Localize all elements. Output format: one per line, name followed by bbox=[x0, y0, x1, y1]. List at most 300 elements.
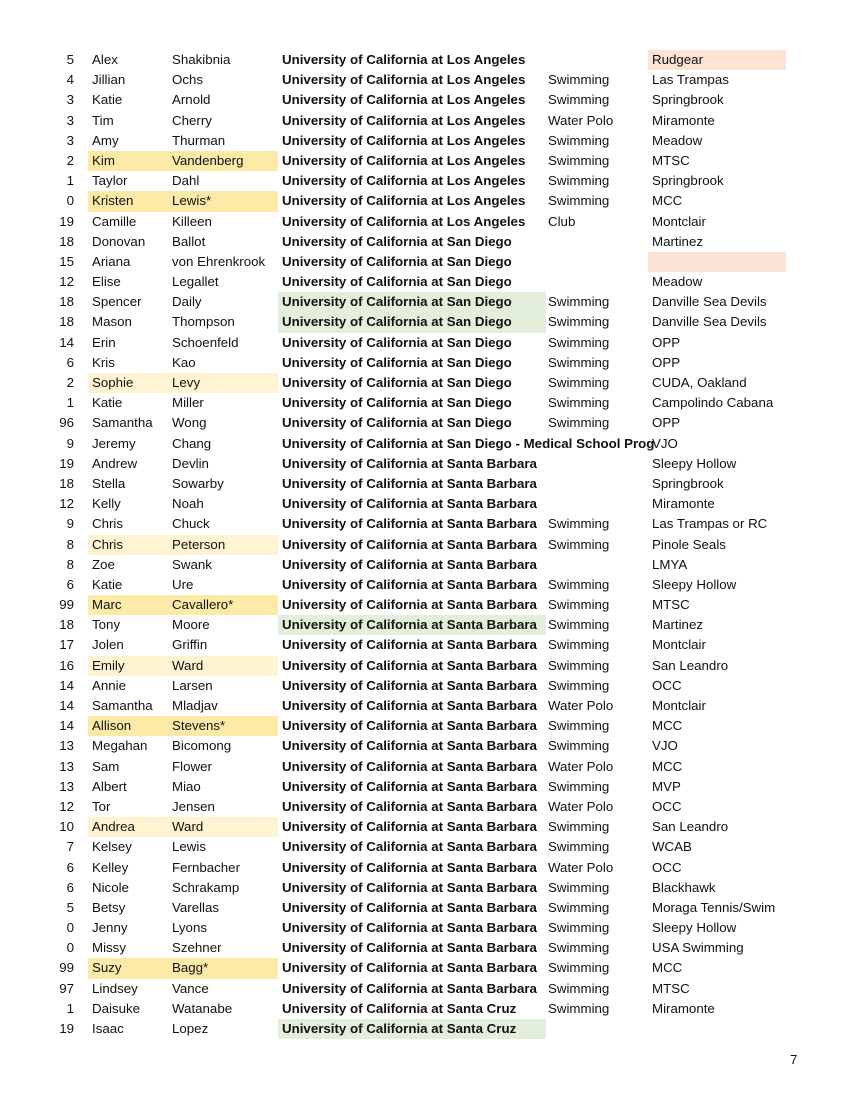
school-cell: University of California at Santa Barbara bbox=[282, 940, 537, 956]
table-row bbox=[50, 999, 790, 1019]
team-cell bbox=[648, 1019, 786, 1039]
first-name-cell: Alex bbox=[92, 52, 118, 67]
school-cell: University of California at Los Angeles bbox=[282, 152, 526, 168]
sport-cell: Swimming bbox=[548, 334, 610, 350]
last-name-cell: Miller bbox=[172, 395, 204, 411]
first-name-cell: Betsy bbox=[92, 899, 126, 915]
last-name-cell: Mladjav bbox=[172, 698, 218, 713]
last-name-cell: Miao bbox=[172, 778, 201, 794]
school-cell: University of California at Los Angeles bbox=[282, 52, 526, 67]
class-year-cell: 99 bbox=[59, 960, 74, 976]
first-name-cell: Kim bbox=[88, 151, 168, 171]
school-cell: University of California at San Diego bbox=[278, 292, 546, 312]
class-year-cell: 6 bbox=[66, 879, 74, 895]
team-cell: Springbrook bbox=[652, 475, 724, 491]
table-row bbox=[50, 333, 790, 353]
last-name-cell: Schoenfeld bbox=[172, 334, 239, 350]
class-year-cell: 12 bbox=[59, 798, 74, 814]
class-year-cell: 8 bbox=[66, 556, 74, 572]
first-name-cell: Katie bbox=[92, 576, 123, 592]
last-name-cell: Noah bbox=[172, 496, 204, 512]
first-name-cell: Katie bbox=[92, 395, 123, 411]
school-cell: University of California at Santa Barbara bbox=[282, 496, 537, 512]
class-year-cell: 18 bbox=[59, 314, 74, 330]
sport-cell: Swimming bbox=[548, 778, 610, 794]
team-cell: MTSC bbox=[652, 152, 690, 168]
sport-cell: Swimming bbox=[548, 738, 610, 754]
first-name-cell: Erin bbox=[92, 334, 116, 350]
first-name-cell: Andrea bbox=[88, 817, 168, 837]
team-cell: Springbrook bbox=[652, 173, 724, 189]
school-cell: University of California at San Diego bbox=[282, 233, 512, 249]
last-name-cell: Vance bbox=[172, 980, 209, 996]
sport-cell: Water Polo bbox=[548, 758, 614, 774]
sport-cell bbox=[544, 494, 648, 514]
last-name-cell: Sowarby bbox=[172, 475, 224, 491]
class-year-cell: 3 bbox=[66, 92, 74, 108]
table-row bbox=[50, 837, 790, 857]
sport-cell: Swimming bbox=[548, 92, 610, 108]
table-row bbox=[50, 514, 790, 534]
first-name-cell: Kristen bbox=[88, 191, 168, 211]
last-name-cell: Wong bbox=[172, 415, 207, 431]
sport-cell: Swimming bbox=[548, 375, 610, 390]
class-year-cell: 19 bbox=[59, 213, 74, 229]
table-row bbox=[50, 70, 790, 90]
school-cell: University of California at Santa Barbara bbox=[282, 597, 537, 613]
sport-cell bbox=[544, 1019, 648, 1039]
table-row bbox=[50, 353, 790, 373]
team-cell: OPP bbox=[652, 415, 681, 431]
team-cell: Montclair bbox=[652, 698, 706, 713]
first-name-cell: Albert bbox=[92, 778, 127, 794]
last-name-cell: Ward bbox=[168, 656, 278, 676]
school-cell: University of California at San Diego bbox=[278, 312, 546, 332]
last-name-cell: Thompson bbox=[172, 314, 235, 330]
sport-cell: Water Polo bbox=[548, 798, 614, 814]
table-row bbox=[50, 393, 790, 413]
school-cell: University of California at Santa Barbara bbox=[282, 556, 537, 572]
team-cell: Pinole Seals bbox=[652, 536, 726, 552]
first-name-cell: Andrew bbox=[92, 455, 138, 471]
sport-cell: Swimming bbox=[548, 657, 610, 673]
table-row bbox=[50, 131, 790, 151]
team-cell: Rudgear bbox=[648, 50, 786, 70]
table-row bbox=[50, 474, 790, 494]
first-name-cell: Tor bbox=[92, 798, 111, 814]
class-year-cell: 14 bbox=[59, 698, 74, 713]
first-name-cell: Donovan bbox=[92, 233, 146, 249]
first-name-cell: Missy bbox=[92, 940, 126, 956]
sport-cell: Swimming bbox=[548, 1000, 610, 1016]
team-cell: MCC bbox=[652, 193, 683, 209]
team-cell: Las Trampas or RC bbox=[652, 516, 768, 532]
sport-cell: Swimming bbox=[548, 637, 610, 653]
sport-cell: Swimming bbox=[548, 597, 610, 613]
table-row bbox=[50, 878, 790, 898]
sport-cell: Swimming bbox=[548, 294, 610, 310]
class-year-cell: 19 bbox=[59, 1021, 74, 1036]
team-cell: OPP bbox=[652, 354, 681, 370]
class-year-cell: 1 bbox=[66, 1000, 74, 1016]
team-cell: Martinez bbox=[652, 617, 703, 633]
last-name-cell: Schrakamp bbox=[172, 879, 240, 895]
last-name-cell: Flower bbox=[172, 758, 212, 774]
first-name-cell: Chris bbox=[88, 535, 168, 555]
last-name-cell: Jensen bbox=[172, 798, 215, 814]
first-name-cell: Annie bbox=[92, 677, 127, 693]
table-row bbox=[50, 454, 790, 474]
table-row bbox=[50, 50, 790, 70]
first-name-cell: Taylor bbox=[92, 173, 128, 189]
first-name-cell: Tim bbox=[92, 112, 114, 128]
first-name-cell: Samantha bbox=[92, 415, 153, 431]
table-row bbox=[50, 595, 790, 615]
team-cell: Montclair bbox=[652, 637, 706, 653]
last-name-cell: Lewis bbox=[172, 839, 206, 855]
sport-cell: Swimming bbox=[548, 879, 610, 895]
team-cell: Danville Sea Devils bbox=[652, 314, 767, 330]
school-cell: University of California at Santa Barbara bbox=[282, 475, 537, 491]
table-row bbox=[50, 373, 790, 393]
team-cell: Sleepy Hollow bbox=[652, 455, 737, 471]
sport-cell: Swimming bbox=[548, 72, 610, 88]
sport-cell bbox=[544, 272, 648, 292]
table-row bbox=[50, 676, 790, 696]
sport-cell: Swimming bbox=[548, 354, 610, 370]
class-year-cell: 9 bbox=[66, 516, 74, 532]
first-name-cell: Suzy bbox=[88, 958, 168, 978]
sport-cell: Swimming bbox=[548, 677, 610, 693]
first-name-cell: Kelsey bbox=[92, 839, 132, 855]
table-row bbox=[50, 413, 790, 433]
class-year-cell: 13 bbox=[59, 778, 74, 794]
table-row bbox=[50, 716, 790, 736]
last-name-cell: Devlin bbox=[172, 455, 209, 471]
school-cell: University of California at Santa Barbara bbox=[282, 879, 537, 895]
class-year-cell: 17 bbox=[59, 637, 74, 653]
team-cell: Sleepy Hollow bbox=[652, 576, 737, 592]
school-cell: University of California at Santa Barbara bbox=[282, 839, 537, 855]
school-cell: University of California at Santa Barbara bbox=[282, 718, 537, 734]
sport-cell: Swimming bbox=[548, 173, 610, 189]
class-year-cell: 97 bbox=[59, 980, 74, 996]
sport-cell: Swimming bbox=[548, 314, 610, 330]
school-cell: University of California at Santa Barbara bbox=[282, 798, 537, 814]
last-name-cell: Cavallero* bbox=[168, 595, 278, 615]
sport-cell bbox=[544, 555, 648, 575]
class-year-cell: 3 bbox=[66, 132, 74, 148]
school-cell: University of California at Santa Barbara bbox=[282, 899, 537, 915]
first-name-cell: Kelley bbox=[92, 859, 129, 875]
team-cell: MTSC bbox=[652, 597, 690, 613]
school-cell: University of California at Santa Barbara bbox=[282, 657, 537, 673]
first-name-cell: Kris bbox=[92, 354, 115, 370]
table-row bbox=[50, 757, 790, 777]
first-name-cell: Jeremy bbox=[92, 435, 136, 451]
table-row bbox=[50, 151, 790, 171]
class-year-cell: 7 bbox=[66, 839, 74, 855]
sport-cell: Water Polo bbox=[548, 698, 614, 713]
sport-cell bbox=[544, 454, 648, 474]
first-name-cell: Sophie bbox=[88, 373, 168, 393]
school-cell: University of California at Santa Barbara bbox=[282, 698, 537, 713]
school-cell: University of California at Santa Barbara bbox=[282, 677, 537, 693]
school-cell: University of California at Los Angeles bbox=[282, 213, 526, 229]
last-name-cell: Peterson bbox=[168, 535, 278, 555]
table-row bbox=[50, 898, 790, 918]
first-name-cell: Elise bbox=[92, 274, 121, 290]
first-name-cell: Ariana bbox=[92, 253, 131, 269]
last-name-cell: Kao bbox=[172, 354, 196, 370]
team-cell: San Leandro bbox=[652, 819, 729, 835]
table-row bbox=[50, 555, 790, 575]
table-row bbox=[50, 615, 790, 635]
team-cell: Danville Sea Devils bbox=[652, 294, 767, 310]
class-year-cell: 96 bbox=[59, 415, 74, 431]
table-row bbox=[50, 1019, 790, 1039]
sport-cell: Swimming bbox=[548, 536, 610, 552]
last-name-cell: Bicomong bbox=[172, 738, 232, 754]
team-cell: Moraga Tennis/Swim bbox=[652, 899, 776, 915]
last-name-cell: Moore bbox=[172, 617, 210, 633]
table-row bbox=[50, 575, 790, 595]
page-number: 7 bbox=[790, 1052, 798, 1067]
school-cell: University of California at Santa Barbara bbox=[282, 455, 537, 471]
team-cell: OCC bbox=[652, 798, 682, 814]
table-row bbox=[50, 817, 790, 837]
table-row bbox=[50, 212, 790, 232]
first-name-cell: Kelly bbox=[92, 496, 121, 512]
first-name-cell: Nicole bbox=[92, 879, 129, 895]
table-row bbox=[50, 656, 790, 676]
class-year-cell: 8 bbox=[66, 536, 74, 552]
team-cell: MCC bbox=[652, 960, 683, 976]
first-name-cell: Samantha bbox=[92, 698, 153, 713]
school-cell: University of California at Santa Barbara bbox=[282, 536, 537, 552]
class-year-cell: 5 bbox=[66, 52, 74, 67]
class-year-cell: 1 bbox=[66, 173, 74, 189]
team-cell: Springbrook bbox=[652, 92, 724, 108]
first-name-cell: Megahan bbox=[92, 738, 148, 754]
first-name-cell: Marc bbox=[88, 595, 168, 615]
sport-cell: Swimming bbox=[548, 718, 610, 734]
last-name-cell: Larsen bbox=[172, 677, 213, 693]
school-cell: University of California at Los Angeles bbox=[282, 193, 526, 209]
team-cell: Sleepy Hollow bbox=[652, 920, 737, 936]
class-year-cell: 16 bbox=[59, 657, 74, 673]
table-row bbox=[50, 858, 790, 878]
class-year-cell: 0 bbox=[66, 920, 74, 936]
class-year-cell: 99 bbox=[59, 597, 74, 613]
team-cell: WCAB bbox=[652, 839, 692, 855]
last-name-cell: von Ehrenkrook bbox=[172, 253, 266, 269]
class-year-cell: 13 bbox=[59, 738, 74, 754]
last-name-cell: Bagg* bbox=[168, 958, 278, 978]
class-year-cell: 3 bbox=[66, 112, 74, 128]
table-row bbox=[50, 312, 790, 332]
first-name-cell: Mason bbox=[92, 314, 132, 330]
team-cell: MCC bbox=[652, 758, 683, 774]
team-cell: VJO bbox=[652, 738, 678, 754]
team-cell: San Leandro bbox=[652, 657, 729, 673]
sport-cell: Water Polo bbox=[548, 859, 614, 875]
sport-cell bbox=[544, 232, 648, 252]
sport-cell: Swimming bbox=[548, 516, 610, 532]
class-year-cell: 6 bbox=[66, 859, 74, 875]
last-name-cell: Thurman bbox=[172, 132, 226, 148]
school-cell: University of California at Los Angeles bbox=[282, 173, 526, 189]
table-row bbox=[50, 535, 790, 555]
sport-cell: Swimming bbox=[548, 193, 610, 209]
school-cell: University of California at Santa Barbara bbox=[282, 980, 537, 996]
school-cell: University of California at Santa Cruz bbox=[278, 1019, 546, 1039]
team-cell: MVP bbox=[652, 778, 681, 794]
school-cell: University of California at Santa Barbara bbox=[282, 778, 537, 794]
class-year-cell: 6 bbox=[66, 576, 74, 592]
first-name-cell: Isaac bbox=[92, 1021, 124, 1036]
table-row bbox=[50, 777, 790, 797]
table-row bbox=[50, 979, 790, 999]
class-year-cell: 0 bbox=[66, 193, 74, 209]
table-row bbox=[50, 494, 790, 514]
table-row bbox=[50, 736, 790, 756]
last-name-cell: Chang bbox=[172, 435, 212, 451]
class-year-cell: 18 bbox=[59, 294, 74, 310]
team-cell: Blackhawk bbox=[652, 879, 716, 895]
sport-cell bbox=[544, 252, 648, 272]
last-name-cell: Lopez bbox=[172, 1021, 209, 1036]
school-cell: University of California at San Diego bbox=[282, 395, 512, 411]
class-year-cell: 4 bbox=[66, 72, 74, 88]
table-row bbox=[50, 191, 790, 211]
team-cell: Martinez bbox=[652, 233, 703, 249]
team-cell: Las Trampas bbox=[652, 72, 729, 88]
last-name-cell: Killeen bbox=[172, 213, 212, 229]
sport-cell: Swimming bbox=[548, 819, 610, 835]
sport-cell: Club bbox=[548, 213, 576, 229]
school-cell: University of California at Santa Barbara bbox=[282, 637, 537, 653]
table-row bbox=[50, 918, 790, 938]
school-cell: University of California at Santa Barbara bbox=[282, 738, 537, 754]
class-year-cell: 19 bbox=[59, 455, 74, 471]
school-cell: University of California at San Diego bbox=[282, 354, 512, 370]
sport-cell: Swimming bbox=[548, 899, 610, 915]
table-row bbox=[50, 90, 790, 110]
first-name-cell: Sam bbox=[92, 758, 120, 774]
team-cell: MCC bbox=[652, 718, 683, 734]
school-cell: University of California at Los Angeles bbox=[282, 112, 526, 128]
table-row bbox=[50, 272, 790, 292]
class-year-cell: 15 bbox=[59, 253, 74, 269]
school-cell: University of California at Santa Barbara bbox=[278, 615, 546, 635]
class-year-cell: 10 bbox=[59, 819, 74, 835]
school-cell: University of California at Los Angeles bbox=[282, 72, 526, 88]
last-name-cell: Szehner bbox=[172, 940, 222, 956]
school-cell: University of California at Santa Barbara bbox=[282, 960, 537, 976]
last-name-cell: Stevens* bbox=[168, 716, 278, 736]
first-name-cell: Zoe bbox=[92, 556, 115, 572]
last-name-cell: Griffin bbox=[172, 637, 208, 653]
last-name-cell: Swank bbox=[172, 556, 212, 572]
team-cell: USA Swimming bbox=[652, 940, 744, 956]
table-row bbox=[50, 797, 790, 817]
table-row bbox=[50, 958, 790, 978]
class-year-cell: 0 bbox=[66, 940, 74, 956]
last-name-cell: Ward bbox=[168, 817, 278, 837]
table-row bbox=[50, 232, 790, 252]
last-name-cell: Ure bbox=[172, 576, 194, 592]
last-name-cell: Daily bbox=[172, 294, 202, 310]
team-cell: Montclair bbox=[652, 213, 706, 229]
first-name-cell: Jillian bbox=[92, 72, 126, 88]
sport-cell bbox=[544, 474, 648, 494]
team-cell: Miramonte bbox=[652, 496, 715, 512]
class-year-cell: 6 bbox=[66, 354, 74, 370]
first-name-cell: Katie bbox=[92, 92, 123, 108]
school-cell: University of California at San Diego bbox=[282, 375, 512, 390]
team-cell: OPP bbox=[652, 334, 681, 350]
sport-cell: Swimming bbox=[548, 980, 610, 996]
last-name-cell: Vandenberg bbox=[168, 151, 278, 171]
team-cell bbox=[648, 252, 786, 272]
sport-cell: Water Polo bbox=[548, 112, 614, 128]
first-name-cell: Spencer bbox=[92, 294, 142, 310]
school-cell: University of California at Santa Barbara bbox=[282, 516, 537, 532]
school-cell: University of California at Santa Barbara bbox=[282, 859, 537, 875]
first-name-cell: Camille bbox=[92, 213, 137, 229]
sport-cell: Swimming bbox=[548, 415, 610, 431]
sport-cell: Swimming bbox=[548, 920, 610, 936]
last-name-cell: Lewis* bbox=[168, 191, 278, 211]
school-cell: University of California at San Diego bbox=[282, 415, 512, 431]
first-name-cell: Lindsey bbox=[92, 980, 138, 996]
class-year-cell: 14 bbox=[59, 677, 74, 693]
last-name-cell: Arnold bbox=[172, 92, 211, 108]
last-name-cell: Legallet bbox=[172, 274, 219, 290]
class-year-cell: 12 bbox=[59, 274, 74, 290]
class-year-cell: 2 bbox=[66, 152, 74, 168]
first-name-cell: Daisuke bbox=[92, 1000, 141, 1016]
class-year-cell: 1 bbox=[66, 395, 74, 411]
last-name-cell: Levy bbox=[168, 373, 278, 393]
class-year-cell: 18 bbox=[59, 475, 74, 491]
table-row bbox=[50, 171, 790, 191]
first-name-cell: Emily bbox=[88, 656, 168, 676]
last-name-cell: Dahl bbox=[172, 173, 200, 189]
school-cell: University of California at Los Angeles bbox=[282, 92, 526, 108]
first-name-cell: Jolen bbox=[92, 637, 124, 653]
school-cell: University of California at Santa Barbara bbox=[282, 819, 537, 835]
class-year-cell: 18 bbox=[59, 233, 74, 249]
last-name-cell: Fernbacher bbox=[172, 859, 240, 875]
school-cell: University of California at San Diego bbox=[282, 253, 512, 269]
class-year-cell: 2 bbox=[66, 375, 74, 390]
last-name-cell: Ochs bbox=[172, 72, 204, 88]
team-cell: CUDA, Oakland bbox=[652, 375, 747, 390]
roster-table bbox=[50, 50, 790, 1039]
table-row bbox=[50, 434, 790, 454]
sport-cell: Swimming bbox=[548, 132, 610, 148]
last-name-cell: Watanabe bbox=[172, 1000, 233, 1016]
table-row bbox=[50, 635, 790, 655]
sport-cell bbox=[544, 434, 648, 454]
first-name-cell: Allison bbox=[88, 716, 168, 736]
school-cell: University of California at Santa Cruz bbox=[282, 1000, 517, 1016]
class-year-cell: 13 bbox=[59, 758, 74, 774]
school-cell: University of California at San Diego bbox=[282, 334, 512, 350]
sport-cell: Swimming bbox=[548, 576, 610, 592]
